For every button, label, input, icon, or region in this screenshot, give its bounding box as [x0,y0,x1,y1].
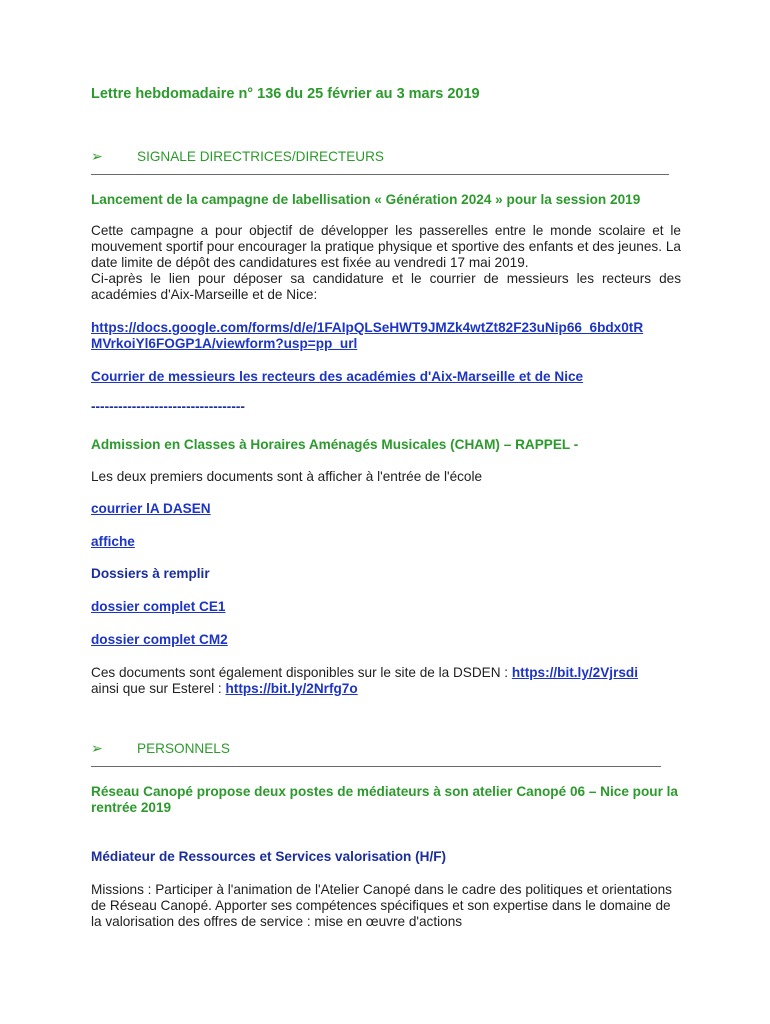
article-heading-mediateur: Médiateur de Ressources et Services valorisation (H/F) [91,849,447,864]
section-header-signale [91,148,681,165]
article-paragraph: Missions : Participer à l'animation de l'Atelier Canopé dans le cadre des politiques et orientations de Réseau Canopé. Apporter ses compétences spécifiques et son expertise dans le domaine de la valorisation des offres de service : mise en œuvre d'actions [91,882,672,929]
section-heading: PERSONNELS [137,741,230,756]
form-link-line2[interactable]: MVrkoiYl6FOGP1A/viewform?usp=pp_url [91,336,358,351]
section-divider [91,766,661,767]
article-paragraph: Les deux premiers documents sont à afficher à l'entrée de l'école [91,469,483,484]
article-heading-generation-2024: Lancement de la campagne de labellisation « Génération 2024 » pour la session 2019 [91,192,641,207]
article-heading-canope: Réseau Canopé propose deux postes de médiateurs à son atelier Canopé 06 – Nice pour la rentrée 2019 [91,784,678,815]
courrier-recteurs-link[interactable]: Courrier de messieurs les recteurs des académies d'Aix-Marseille et de Nice [91,369,584,384]
section-divider [91,174,669,175]
paragraph-text: ainsi que sur Esterel : [91,681,226,696]
paragraph-text: Ces documents sont également disponibles sur le site de la DSDEN : [91,665,512,680]
section-heading: SIGNALE DIRECTRICES/DIRECTEURS [137,149,384,164]
article-paragraph: Cette campagne a pour objectif de développer les passerelles entre le monde scolaire et le mouvement sportif pour encourager la pratique physique et sportive des enfants et des jeunes. La date limite de dépôt des candidatures est fixée au vendredi 17 mai 2019. [91,223,681,270]
dashes-separator: ---------------------------------- [91,399,245,414]
affiche-link[interactable]: affiche [91,534,135,549]
form-link[interactable] [91,320,681,352]
article-heading-cham: Admission en Classes à Horaires Aménagés Musicales (CHAM) – RAPPEL - [91,437,579,452]
document-page [91,86,681,930]
article-paragraph [91,665,681,697]
arrow-bullet-icon: ➢ [91,148,103,164]
courrier-dasen-link[interactable]: courrier lA DASEN [91,501,211,516]
section-header-personnels [91,740,681,757]
dsden-link[interactable]: https://bit.ly/2Vjrsdi [511,665,639,680]
esterel-link[interactable]: https://bit.ly/2Nrfg7o [225,681,358,696]
dossiers-label: Dossiers à remplir [91,566,210,581]
form-link-line1[interactable]: https://docs.google.com/forms/d/e/1FAIpQLSeHWT9JMZk4wtZt82F23uNip66_6bdx0tR [91,320,644,335]
dossier-ce1-link[interactable]: dossier complet CE1 [91,599,226,614]
article-paragraph: Ci-après le lien pour déposer sa candidature et le courrier de messieurs les recteurs des académies d'Aix-Marseille et de Nice: [91,271,681,302]
page-title: Lettre hebdomadaire n° 136 du 25 février au 3 mars 2019 [91,86,480,102]
dossier-cm2-link[interactable]: dossier complet CM2 [91,632,228,647]
arrow-bullet-icon: ➢ [91,740,103,756]
